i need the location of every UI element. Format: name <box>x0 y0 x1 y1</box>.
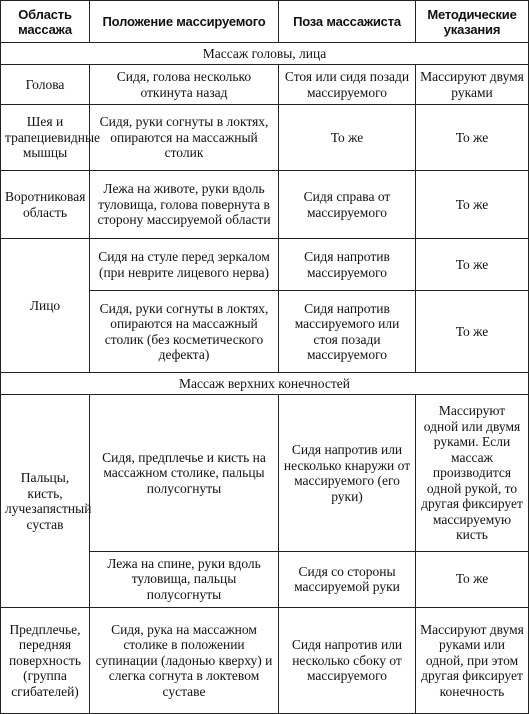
notes-cell: То же <box>416 239 529 291</box>
pose-cell: Сидя напротив или несколько сбоку от массируемого <box>279 607 416 713</box>
position-cell: Сидя, руки согнуты в локтях, опираются на массажный столик <box>90 105 279 171</box>
position-cell: Сидя, предплечье и кисть на массажном столике, пальцы полусогнуты <box>90 395 279 551</box>
area-cell: Воротниковая область <box>1 171 90 239</box>
pose-cell: То же <box>279 105 416 171</box>
notes-cell: То же <box>416 171 529 239</box>
notes-cell: Массируют двумя руками или одной, при этом другая фиксирует конечность <box>416 607 529 713</box>
header-row <box>1 1 529 43</box>
area-cell: Шея и трапециевидные мышцы <box>1 105 90 171</box>
table-row <box>1 395 529 551</box>
notes-cell: Массируют двумя руками <box>416 65 529 105</box>
area-cell: Голова <box>1 65 90 105</box>
position-cell: Сидя на стуле перед зеркалом (при неврите лицевого нерва) <box>90 239 279 291</box>
position-cell: Сидя, голова несколько откинута назад <box>90 65 279 105</box>
table-row <box>1 105 529 171</box>
pose-cell: Стоя или сидя позади массируемого <box>279 65 416 105</box>
table-row <box>1 607 529 713</box>
position-cell: Сидя, руки согнуты в локтях, опираются на массажный столик (без косметического дефекта) <box>90 291 279 373</box>
position-cell: Лежа на спине, руки вдоль туловища, пальцы полусогнуты <box>90 551 279 607</box>
header-therapist-pose: Поза массажиста <box>279 1 416 43</box>
table-row <box>1 171 529 239</box>
section-row <box>1 373 529 395</box>
pose-cell: Сидя со стороны массируемой руки <box>279 551 416 607</box>
pose-cell: Сидя напротив массируемого <box>279 239 416 291</box>
pose-cell: Сидя напротив массируемого или стоя позади массируемого <box>279 291 416 373</box>
area-cell: Предплечье, передняя поверхность (группа сгибателей) <box>1 607 90 713</box>
table-row <box>1 65 529 105</box>
section-row <box>1 43 529 65</box>
notes-cell: То же <box>416 551 529 607</box>
area-cell: Пальцы, кисть, лучезапястный сустав <box>1 395 90 607</box>
table-row <box>1 239 529 291</box>
section-upper-limbs: Массаж верхних конечностей <box>1 373 529 395</box>
pose-cell: Сидя напротив или несколько кнаружи от массируемого (его руки) <box>279 395 416 551</box>
pose-cell: Сидя справа от массируемого <box>279 171 416 239</box>
header-area: Область массажа <box>1 1 90 43</box>
position-cell: Сидя, рука на массажном столике в положении супинации (ладонью кверху) и слегка согнута в локтевом суставе <box>90 607 279 713</box>
notes-cell: То же <box>416 105 529 171</box>
header-guidelines: Методические указания <box>416 1 529 43</box>
area-cell: Лицо <box>1 239 90 373</box>
notes-cell: То же <box>416 291 529 373</box>
notes-cell: Массируют одной или двумя руками. Если массаж производится одной рукой, то другая фиксирует массируемую кисть <box>416 395 529 551</box>
position-cell: Лежа на животе, руки вдоль туловища, голова повернута в сторону массируемой области <box>90 171 279 239</box>
header-patient-position: Положение массируемого <box>90 1 279 43</box>
section-head-face: Массаж головы, лица <box>1 43 529 65</box>
